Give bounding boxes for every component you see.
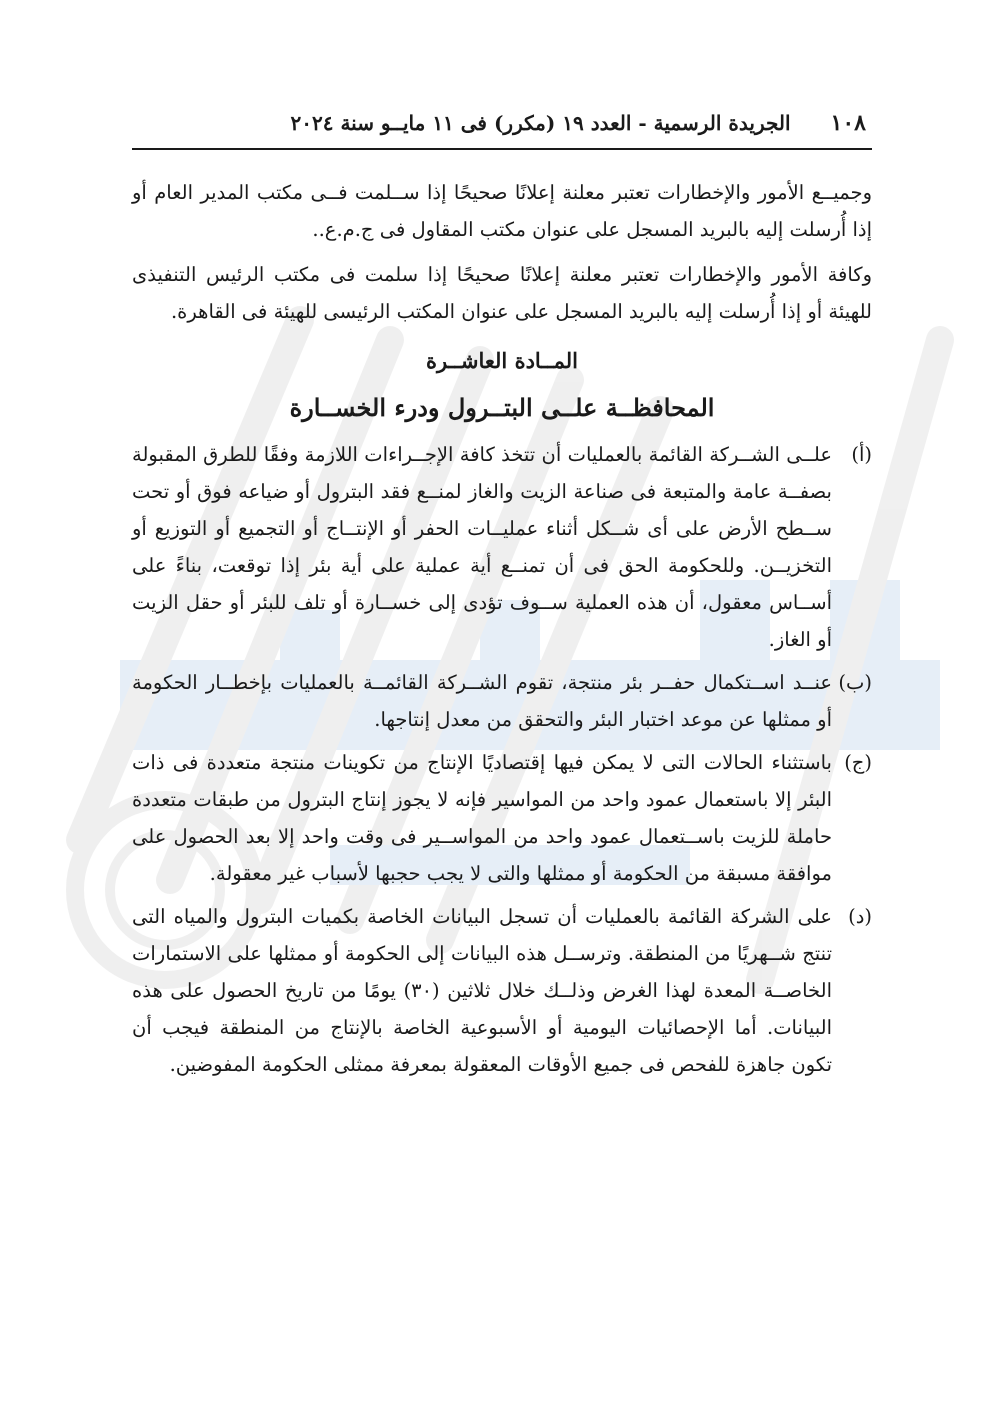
item-label: (أ): [851, 443, 872, 466]
item-label: (د): [848, 905, 872, 928]
list-item: [132, 898, 872, 1083]
page-number: ١٠٨: [830, 110, 866, 136]
item-text: باستثناء الحالات التى لا يمكن فيها إقتصاديًا الإنتاج من تكوينات منتجة متعددة فى ذات البئر إلا باستعمال عمود واحد من المواسير فإنه لا يجوز إنتاج البترول من طبقات متعددة حاملة للزيت باســتعمال عمود واحد من المواســير فى وقت واحد إلا بعد الحصول على موافقة مسبقة من الحكومة أو ممثلها والتى لا يجب حجبها لأسباب غير معقولة.: [132, 751, 832, 885]
page-header: [132, 110, 872, 150]
item-text: عنــد اســتكمال حفــر بئر منتجة، تقوم الشــركة القائمــة بالعمليات بإخطــار الحكومة أو ممثلها عن موعد اختبار البئر والتحقق من معدل إنتاجها.: [132, 671, 832, 731]
paragraph-notices-authority: وكافة الأمور والإخطارات تعتبر معلنة إعلانًا صحيحًا إذا سلمت فى مكتب الرئيس التنفيذى للهيئة أو إذا أُرسلت إليه بالبريد المسجل على عنوان المكتب الرئيسى للهيئة فى القاهرة.: [132, 263, 872, 323]
item-label: (ب): [838, 671, 872, 694]
article-subtitle: المحافظــة علــى البتــرول ودرء الخســارة: [289, 393, 715, 422]
paragraph-notices-contractor: وجميــع الأمور والإخطارات تعتبر معلنة إعلانًا صحيحًا إذا ســلمت فــى مكتب المدير العام أو إذا أُرسلت إليه بالبريد المسجل على عنوان مكتب المقاول فى ج.م.ع..: [132, 181, 872, 241]
gazette-info: الجريدة الرسمية - العدد ١٩ (مكرر) فى ١١ مايــو سنة ٢٠٢٤: [290, 111, 791, 135]
list-item: [132, 744, 872, 892]
article-items: [132, 436, 872, 1083]
item-text: علــى الشــركة القائمة بالعمليات أن تتخذ كافة الإجــراءات اللازمة وفقًا للطرق المقبولة بصفــة عامة والمتبعة فى صناعة الزيت والغاز لمنــع فقد البترول أو ضياعه فوق أو تحت ســطح الأرض على أى شــكل أثناء عمليــات الحفر أو الإنتــاج أو التجميع أو التوزيع أو التخزيــن. وللحكومة الحق فى أن تمنــع أية عملية على أية بئر إذا توقعت، بناءً على أســاس معقول، أن هذه العملية ســوف تؤدى إلى خســارة أو تلف للبئر أو حقل الزيت أو الغاز.: [132, 443, 832, 651]
article-title: المــادة العاشــرة: [426, 348, 578, 373]
document-page: [132, 110, 872, 1083]
item-text: على الشركة القائمة بالعمليات أن تسجل البيانات الخاصة بكميات البترول والمياه التى تنتج شــهريًا من المنطقة. وترســل هذه البيانات إلى الحكومة أو ممثلها على الاستمارات الخاصــة المعدة لهذا الغرض وذلــك خلال ثلاثين (٣٠) يومًا من تاريخ الحصول على هذه البيانات. أما الإحصائيات اليومية أو الأسبوعية الخاصة بالإنتاج من المنطقة فيجب أن تكون جاهزة للفحص فى جميع الأوقات المعقولة بمعرفة ممثلى الحكومة المفوضين.: [132, 905, 833, 1076]
list-item: [132, 436, 872, 658]
list-item: [132, 664, 872, 738]
item-label: (ج): [844, 751, 872, 774]
